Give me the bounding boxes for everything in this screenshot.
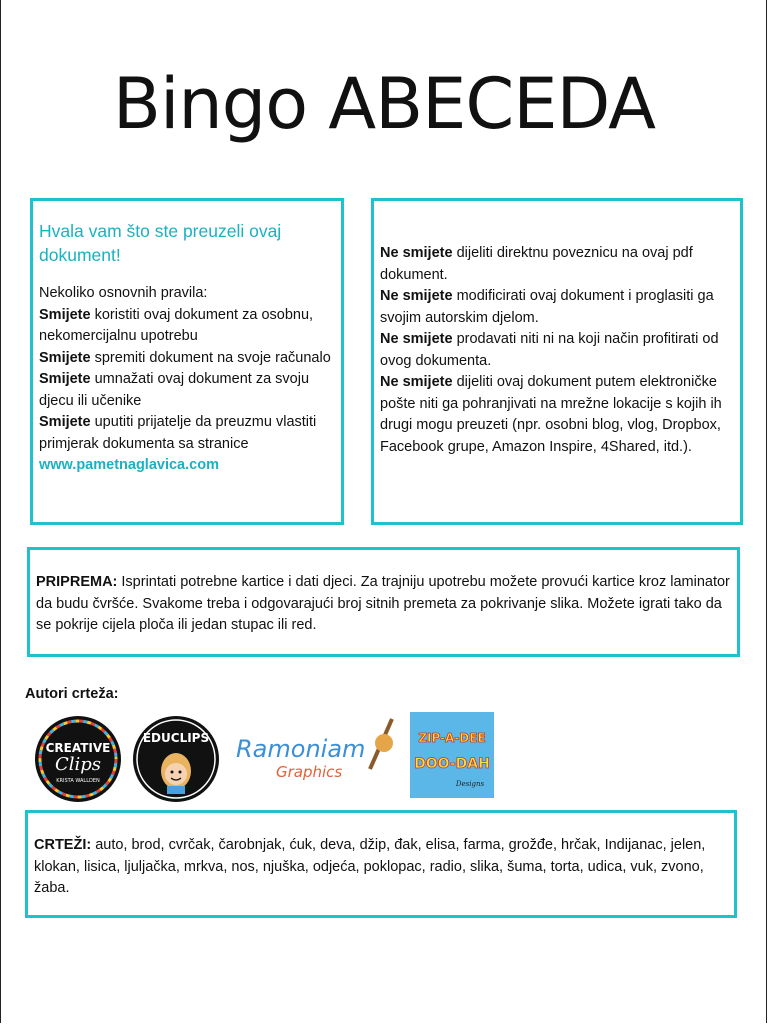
forbidden-item: Ne smijete prodavati niti ni na koji način profitirati od ovog dokumenta.	[380, 331, 719, 369]
svg-text:Clips: Clips	[54, 754, 102, 775]
preparation-box	[27, 547, 740, 657]
drawings-box	[25, 810, 737, 918]
forbidden-item: Ne smijete dijeliti direktnu poveznicu na ovaj pdf dokument.	[380, 245, 693, 283]
forbidden-item: Ne smijete modificirati ovaj dokument i proglasiti ga svojim autorskim djelom.	[380, 288, 714, 326]
preparation-text: PRIPREMA: Isprintati potrebne kartice i dati djeci. Za trajniju upotrebu možete provući kartice kroz laminator da budu čvršće. Svakome treba i odgovarajući broj sitnih premeta za pokrivanje slika. Možete igrati tako da se pokrije cijela ploča ili jedan stupac ili red.	[36, 574, 730, 633]
drawings-text: CRTEŽI: auto, brod, cvrčak, čarobnjak, ćuk, deva, džip, đak, elisa, farma, grožđe, hrčak, Indijanac, jelen, klokan, lisica, ljuljačka, mrkva, nos, njuška, odjeća, poklopac, radio, slika, šuma, torta, udica, vuk, zvono, žaba.	[34, 837, 706, 896]
website-link[interactable]: www.pametnaglavica.com	[39, 457, 219, 473]
forbidden-rules-box	[371, 198, 743, 525]
rules-intro: Nekoliko osnovnih pravila:	[39, 285, 208, 301]
thanks-heading: Hvala vam što ste preuzeli ovaj dokument!	[39, 221, 282, 265]
zip-a-dee-doo-dah-logo	[410, 712, 494, 798]
allowed-item: Smijete uputiti prijatelje da preuzmu vlastiti primjerak dokumenta sa stranice	[39, 414, 317, 452]
forbidden-item: Ne smijete dijeliti ovaj dokument putem elektroničke pošte niti ga pohranjivati na mrežne lokacije s kojih ih drugi mogu preuzeti (npr. osobni blog, vlog, Dropbox, Facebook grupe, Amazon Inspire, 4Shared, itd.).	[380, 374, 722, 455]
svg-text:ZIP-A-DEE: ZIP-A-DEE	[418, 731, 486, 745]
allowed-item: Smijete koristiti ovaj dokument za osobnu, nekomercijalnu upotrebu	[39, 306, 314, 344]
allowed-item: Smijete spremiti dokument na svoje računalo	[39, 349, 331, 366]
svg-text:Graphics: Graphics	[276, 763, 343, 781]
authors-label: Autori crteža:	[25, 686, 119, 702]
allowed-item: Smijete umnažati ovaj dokument za svoju djecu ili učenike	[39, 371, 310, 409]
svg-text:DOO-DAH: DOO-DAH	[414, 756, 490, 772]
svg-text:EDUCLIPS: EDUCLIPS	[142, 731, 210, 745]
svg-text:CREATIVE: CREATIVE	[45, 741, 111, 755]
creative-clips-logo	[35, 716, 121, 802]
educlips-logo	[133, 716, 219, 802]
svg-text:KRISTA WALLDEN: KRISTA WALLDEN	[56, 778, 100, 784]
svg-text:Ramoniam: Ramoniam	[236, 735, 366, 763]
allowed-rules-box	[30, 198, 344, 525]
svg-text:Designs: Designs	[455, 780, 485, 788]
ramoniam-graphics-logo	[232, 713, 398, 787]
page-title: Bingo ABECEDA	[112, 63, 656, 145]
